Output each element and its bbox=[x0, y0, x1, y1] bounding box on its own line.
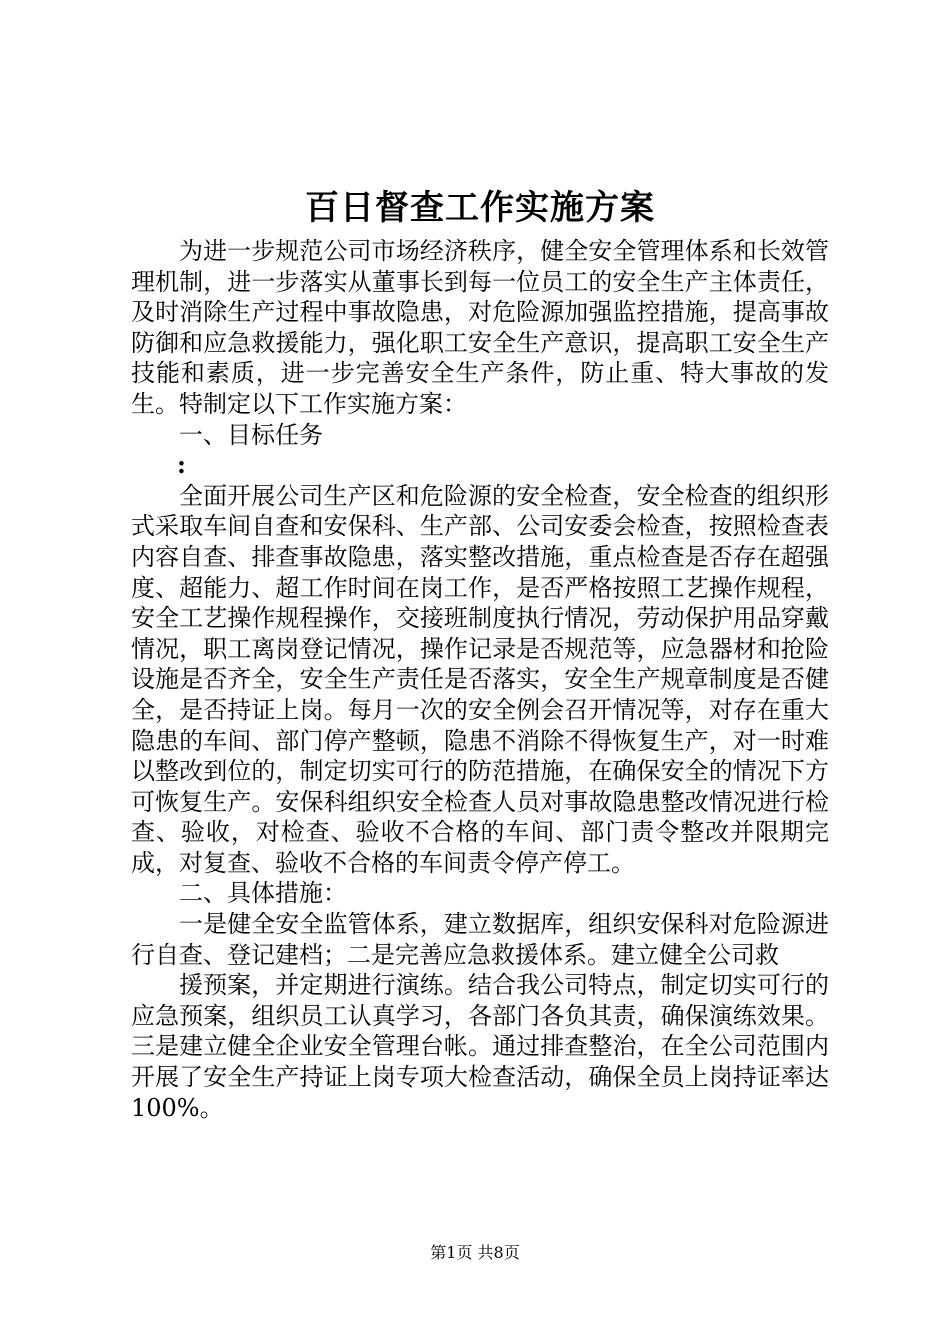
measures-paragraph-2: 援预案，并定期进行演练。结合我公司特点，制定切实可行的应急预案，组织员工认真学习，各部门各负其责，确保演练效果。三是建立健全企业安全管理台帐。通过排查整治，在全公司范围内开展了安全生产持证上岗专项大检查活动，确保全员上岗持证率达100%。 bbox=[131, 971, 829, 1122]
goals-paragraph: 全面开展公司生产区和危险源的安全检查，安全检查的组织形式采取车间自查和安保科、生产部、公司安委会检查，按照检查表内容自查、排查事故隐患，落实整改措施，重点检查是否存在超强度、超能力、超工作时间在岗工作，是否严格按照工艺操作规程，安全工艺操作规程操作，交接班制度执行情况，劳动保护用品穿戴情况，职工离岗登记情况，操作记录是否规范等，应急器材和抢险设施是否齐全，安全生产责任是否落实，安全生产规章制度是否健全，是否持证上岗。每月一次的安全例会召开情况等，对存在重大隐患的车间、部门停产整顿，隐患不消除不得恢复生产，对一时难以整改到位的，制定切实可行的防范措施，在确保安全的情况下方可恢复生产。安保科组织安全检查人员对事故隐患整改情况进行检查、验收，对检查、验收不合格的车间、部门责令整改并限期完成，对复查、验收不合格的车间责令停产停工。 bbox=[131, 481, 829, 877]
page-footer: 第1页 共8页 bbox=[430, 1243, 520, 1262]
section-heading-goals: 一、目标任务 bbox=[179, 420, 323, 449]
section-heading-measures: 二、具体措施： bbox=[179, 879, 347, 908]
colon-line: : bbox=[177, 450, 186, 480]
document-page bbox=[131, 180, 829, 1123]
intro-paragraph: 为进一步规范公司市场经济秩序，健全安全管理体系和长效管理机制，进一步落实从董事长到每一位员工的安全生产主体责任，及时消除生产过程中事故隐患，对危险源加强监控措施，提高事故防御和应急救援能力，强化职工安全生产意识，提高职工安全生产技能和素质，进一步完善安全生产条件，防止重、特大事故的发生。特制定以下工作实施方案： bbox=[131, 237, 829, 418]
document-title: 百日督查工作实施方案 bbox=[305, 188, 655, 228]
measures-paragraph-1: 一是健全安全监管体系，建立数据库，组织安保科对危险源进行自查、登记建档；二是完善应急救援体系。建立健全公司救 bbox=[131, 910, 829, 969]
